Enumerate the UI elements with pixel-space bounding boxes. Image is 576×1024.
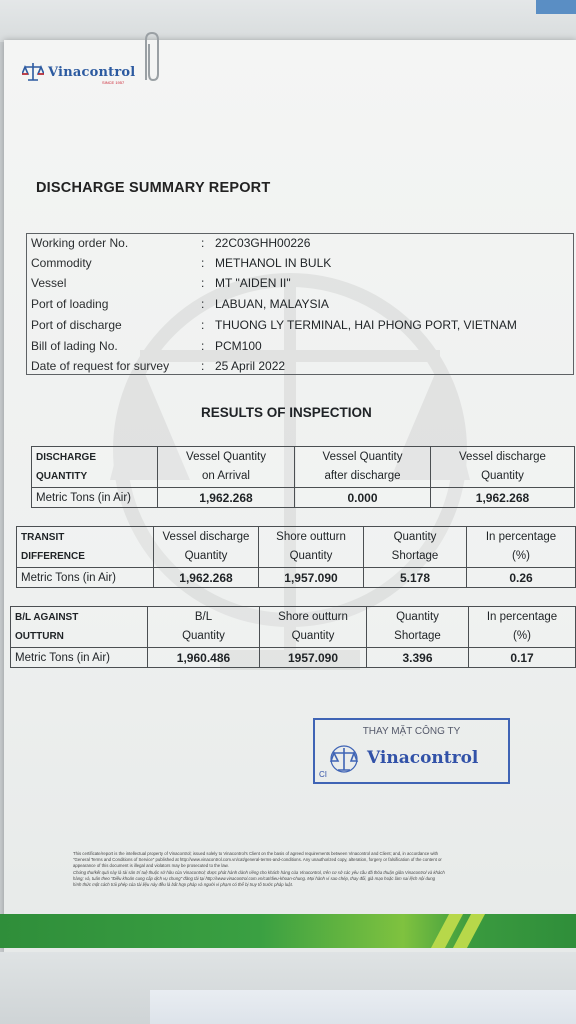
header-line: Shortage	[394, 630, 441, 642]
table-header-cell	[11, 607, 148, 648]
background-sheet	[150, 990, 576, 1024]
header-line: QUANTITY	[36, 471, 88, 482]
footer-line: This certificate/report is the intellectual property of Vinacontrol; issued solely to Vinacontrol's Client on the basis of agreed requirements between Vinacontrol and Client; and, in accordance with	[73, 851, 439, 856]
table-header-cell	[469, 607, 576, 648]
table-header-cell	[260, 607, 367, 648]
company-stamp	[313, 718, 510, 784]
unit-cell: Metric Tons (in Air)	[17, 568, 154, 588]
transit-difference-table	[16, 526, 576, 588]
table-row	[11, 648, 576, 668]
background-top	[0, 0, 576, 42]
info-separator: :	[201, 359, 205, 373]
header-line: In percentage	[486, 611, 558, 623]
footer-line: hàng; và, tuân theo "Điều khoản cung cấp dịch vụ chung" đăng tải tại http://www.vinacontrol.com.vn/cat/dieu-khoan-chung. Mọi hành vi sao chép, thay đổi, giả mạo hoặc làm sai lệch nội dung	[73, 875, 436, 881]
header-line: OUTTURN	[15, 631, 64, 642]
stamp-caption: THAY MẶT CÔNG TY	[362, 726, 461, 737]
info-row	[27, 274, 573, 294]
header-line: Shore outturn	[278, 611, 348, 623]
header-line: Shore outturn	[276, 531, 346, 543]
unit-cell: Metric Tons (in Air)	[11, 648, 148, 668]
header-line: Quantity	[184, 550, 228, 562]
header-line: Quantity	[291, 630, 335, 642]
value-cell: 0.000	[295, 488, 431, 508]
info-value: METHANOL IN BULK	[215, 256, 332, 270]
info-row	[27, 337, 573, 357]
info-value: PCM100	[215, 339, 262, 353]
vinacontrol-logo	[22, 62, 136, 85]
header-line: TRANSIT	[21, 532, 65, 543]
value-cell: 1,962.268	[158, 488, 295, 508]
discharge-quantity-table	[31, 446, 575, 508]
info-label: Date of request for survey	[31, 359, 170, 373]
header-line: Vessel discharge	[162, 531, 250, 543]
info-separator: :	[201, 297, 205, 311]
green-footer-band	[0, 914, 576, 948]
table-header-cell	[259, 527, 364, 568]
paperclip-icon	[140, 30, 162, 86]
bl-against-outturn-table	[10, 606, 576, 668]
header-line: after discharge	[324, 470, 401, 482]
scale-stamp-icon	[329, 744, 359, 774]
header-line: Vessel Quantity	[186, 451, 266, 463]
value-cell: 1,962.268	[154, 568, 259, 588]
table-header-cell	[148, 607, 260, 648]
header-line: Quantity	[481, 470, 524, 482]
info-label: Working order No.	[31, 236, 129, 250]
footer-line: hình thức một cách trái phép của tài liệu này đều là bất hợp pháp và người vi phạm có thể bị truy tố trước pháp luật.	[73, 882, 293, 888]
info-row	[27, 234, 573, 254]
table-header-cell	[367, 607, 469, 648]
legal-footer	[73, 851, 576, 888]
scale-logo-icon	[22, 62, 44, 82]
info-value: THUONG LY TERMINAL, HAI PHONG PORT, VIETNAM	[215, 318, 517, 332]
info-value: MT "AIDEN II"	[215, 276, 291, 290]
table-header-cell	[431, 447, 575, 488]
value-cell: 1,962.268	[431, 488, 575, 508]
info-separator: :	[201, 236, 205, 250]
info-separator: :	[201, 318, 205, 332]
info-label: Commodity	[31, 256, 92, 270]
shipment-info-box	[26, 233, 574, 375]
header-line: DIFFERENCE	[21, 551, 85, 562]
header-line: on Arrival	[202, 470, 250, 482]
info-label: Bill of lading No.	[31, 339, 118, 353]
info-value: 25 April 2022	[215, 359, 286, 373]
results-heading: RESULTS OF INSPECTION	[201, 405, 372, 420]
info-separator: :	[201, 276, 205, 290]
value-cell: 1,957.090	[259, 568, 364, 588]
table-header-row	[17, 527, 576, 568]
header-line: Quantity	[289, 550, 333, 562]
logo-name: Vinacontrol	[48, 64, 136, 80]
footer-line: "General Terms and Conditions of Service" published at http://www.vinacontrol.com.vn/cat/general-terms-and-conditions. Any unauthorized copy, alteration, forgery or falsification of the content or	[73, 857, 442, 863]
table-header-cell	[17, 527, 154, 568]
value-cell: 3.396	[367, 648, 469, 668]
info-separator: :	[201, 339, 205, 353]
header-line: In percentage	[485, 531, 557, 543]
table-row	[17, 568, 576, 588]
stamp-code: CI	[319, 770, 327, 779]
header-line: B/L	[194, 611, 213, 623]
unit-cell: Metric Tons (in Air)	[32, 488, 158, 508]
table-header-row	[11, 607, 576, 648]
table-header-cell	[158, 447, 295, 488]
header-line: Quantity	[182, 630, 225, 642]
info-row	[27, 357, 573, 377]
info-label: Port of loading	[31, 297, 109, 311]
header-line: Quantity	[396, 611, 439, 623]
footer-line: appearance of this document is illegal and violators may be prosecuted to the law.	[73, 863, 229, 869]
table-header-row	[32, 447, 575, 488]
info-row	[27, 254, 573, 274]
info-label: Port of discharge	[31, 318, 122, 332]
header-line: Vessel discharge	[459, 451, 546, 463]
info-value: LABUAN, MALAYSIA	[215, 297, 329, 311]
header-line: B/L AGAINST	[15, 612, 79, 623]
background-blue-edge	[536, 0, 576, 14]
header-line: DISCHARGE	[36, 452, 97, 463]
table-header-cell	[154, 527, 259, 568]
table-row	[32, 488, 575, 508]
header-line: (%)	[513, 630, 531, 642]
table-header-cell	[467, 527, 576, 568]
info-row	[27, 316, 573, 336]
info-label: Vessel	[31, 276, 67, 290]
value-cell: 0.17	[469, 648, 576, 668]
table-header-cell	[32, 447, 158, 488]
header-line: (%)	[512, 550, 530, 562]
logo-since: SINCE 1957	[102, 80, 125, 85]
value-cell: 0.26	[467, 568, 576, 588]
table-header-cell	[295, 447, 431, 488]
value-cell: 5.178	[364, 568, 467, 588]
footer-line: Chứng thư/kết quả này là tài sản trí tuệ thuộc sở hữu của Vinacontrol; được phát hành dành riêng cho khách hàng của Vinacontrol, trên cơ sở các yêu cầu đã thỏa thuận giữa Vinacontrol và khách	[73, 869, 445, 875]
stamp-company-name: Vinacontrol	[367, 748, 479, 768]
info-row	[27, 295, 573, 315]
table-header-cell	[364, 527, 467, 568]
header-line: Shortage	[391, 550, 439, 562]
report-title: DISCHARGE SUMMARY REPORT	[36, 180, 271, 196]
value-cell: 1957.090	[260, 648, 367, 668]
value-cell: 1,960.486	[148, 648, 260, 668]
header-line: Quantity	[393, 531, 437, 543]
header-line: Vessel Quantity	[322, 451, 403, 463]
info-separator: :	[201, 256, 205, 270]
info-value: 22C03GHH00226	[215, 236, 311, 250]
